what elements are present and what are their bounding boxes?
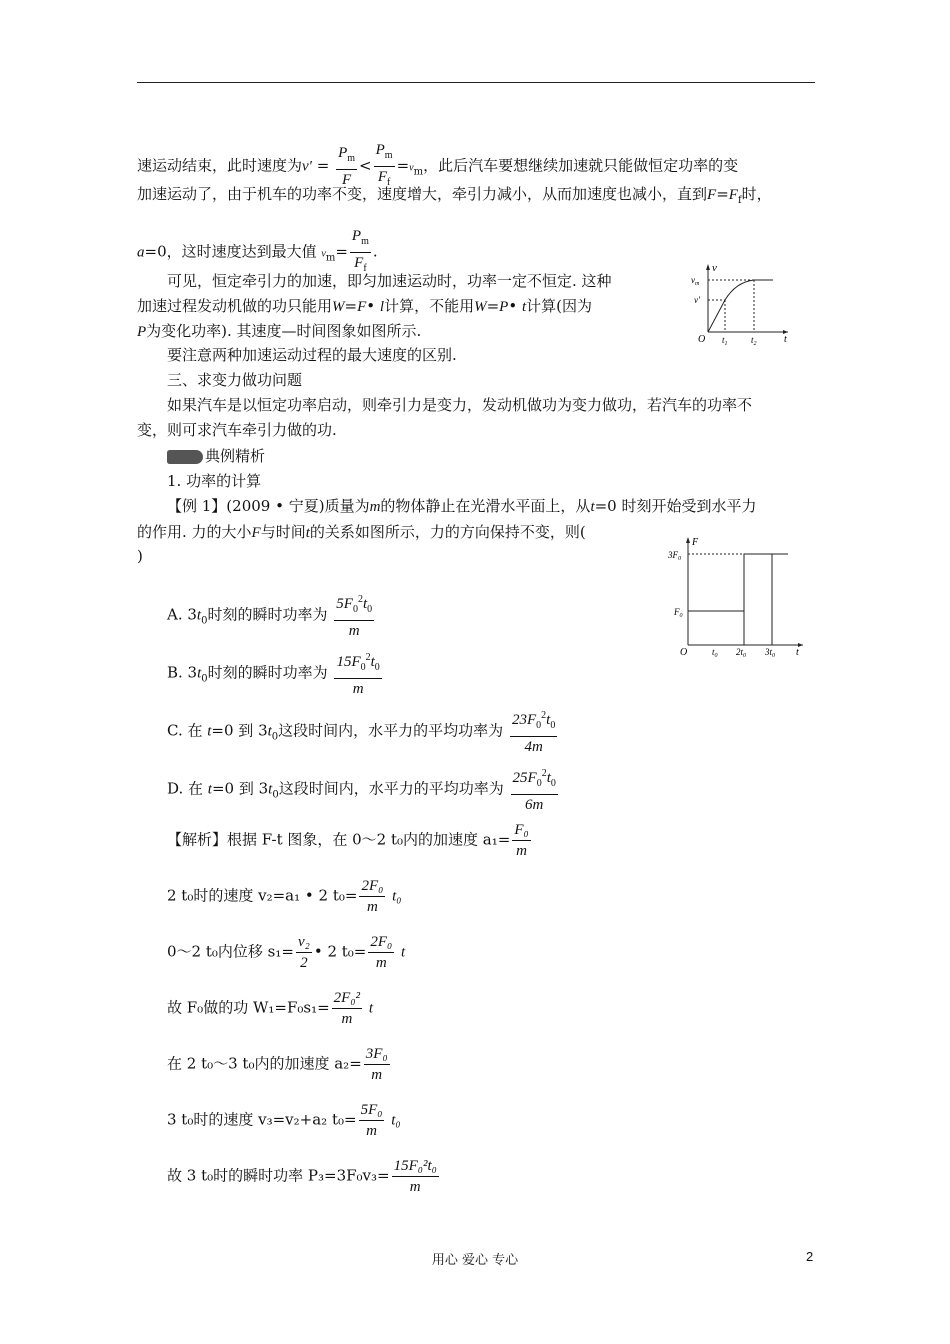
para1-line3: P为变化功率). 其速度—时间图象如图所示. <box>137 322 422 340</box>
solution-line-4: 故 F₀做的功 W₁=F₀s₁= $\frac{\text{2F₀²}}{m}$ t <box>167 990 373 1027</box>
text-line-2: 加速运动了，由于机车的功率不变，速度增大，牵引力减小，从而加速度也减小，直到$F=F_f$时， <box>137 185 772 206</box>
graph1-origin-label: O <box>698 334 706 345</box>
text-line-1: 速运动结束，此时速度为v′ = $\frac{P_m}{F}$ < $\frac{P_m}{F_f}$ $=v_m$，此后汽车要想继续加速就只能做恒定功率的变 <box>137 142 739 188</box>
example1-line1: 【例 1】(2009 • 宁夏)质量为m的物体静止在光滑水平面上，从t=0 时刻开始受到水平力 <box>167 497 757 515</box>
option-c: C. 在 t=0 到 $3t_0$这段时间内，水平力的平均功率为 $\frac{23F_0^2t_0}{4m}$ <box>167 706 559 757</box>
velocity-time-graph <box>688 260 798 345</box>
para2-line1: 如果汽车是以恒定功率启动，则牵引力是变力，发动机做功为变力做功，若汽车的功率不 <box>167 396 753 414</box>
graph1-t1-label: $t_1$ <box>722 335 728 345</box>
section-3-heading: 三、求变力做功问题 <box>167 371 303 389</box>
graph1-vprime-label: v′ <box>694 295 700 305</box>
option-d: D. 在 t=0 到 $3t_0$这段时间内，水平力的平均功率为 $\frac{25F_0^2t_0}{6m}$ <box>167 764 560 815</box>
graph2-3t0-label: $3t_0$ <box>765 647 776 659</box>
solution-line-1: 【解析】根据 F-t 图象，在 0～2 t₀内的加速度 a₁= $\frac{\text{F₀}}{m}$ <box>167 822 529 859</box>
graph2-3f0-label: $3F_0$ <box>668 550 681 562</box>
pointing-hand-icon <box>167 450 203 464</box>
graph1-vm-label: $v_m$ <box>691 275 700 287</box>
graph2-f-arrow <box>686 537 690 543</box>
option-a: A. $3t_0$时刻的瞬时功率为 $\frac{5F_0^2t_0}{m}$ <box>167 590 376 641</box>
graph2-segment1 <box>688 611 744 645</box>
graph2-t0-label: $t_0$ <box>712 647 718 659</box>
graph2-f-label: F <box>692 537 699 548</box>
subsection-1-heading: 1. 功率的计算 <box>167 472 262 490</box>
header-rule <box>137 82 815 83</box>
graph2-segment2 <box>744 554 788 645</box>
graph1-curve <box>708 280 773 332</box>
graph2-origin-label: O <box>680 647 688 658</box>
graph1-t-label: t <box>784 334 787 345</box>
graph2-t-label: t <box>796 647 799 658</box>
graph1-v-label: v <box>712 262 717 274</box>
graph1-t2-label: $t_2$ <box>751 335 757 345</box>
solution-line-2: 2 t₀时的速度 v₂=a₁ • 2 t₀= $\frac{\text{2F₀}}{m}$ t₀ <box>167 878 402 915</box>
para1-line2: 加速过程发动机做的功只能用W=F• l计算，不能用W=P• t计算(因为 <box>137 297 592 315</box>
graph2-2t0-label: $2t_0$ <box>736 647 747 659</box>
example1-line2: 的作用. 力的大小F与时间t的关系如图所示，力的方向保持不变，则( <box>137 523 586 541</box>
solution-line-7: 故 3 t₀时的瞬时功率 P₃=3F₀v₃= $\frac{\text{15F₀²t₀}}{m}$ <box>167 1158 437 1195</box>
page-footer: 用心 爱心 专心 <box>431 1253 519 1268</box>
note-line: 要注意两种加速运动过程的最大速度的区别. <box>167 346 457 364</box>
solution-line-6: 3 t₀时的速度 v₃=v₂+a₂ t₀= $\frac{\text{5F₀}}{m}$ t₀ <box>167 1102 401 1139</box>
solution-line-5: 在 2 t₀～3 t₀内的加速度 a₂= $\frac{\text{3F₀}}{m}$ <box>167 1046 388 1083</box>
example-heading: 典例精析 <box>167 446 265 466</box>
graph2-f0-label: $F_0$ <box>674 607 683 619</box>
force-time-graph <box>668 533 810 663</box>
para2-line2: 变，则可求汽车牵引力做的功. <box>137 421 337 439</box>
solution-line-3: 0～2 t₀内位移 s₁= $\frac{\text{v₂}}{2}$ • 2 t₀= $\frac{\text{2F₀}}{m}$ t <box>167 934 406 971</box>
example1-line3: ) <box>137 547 143 565</box>
option-b: B. $3t_0$时刻的瞬时功率为 $\frac{15F_0^2t_0}{m}$ <box>167 648 384 699</box>
page-number: 2 <box>806 1249 814 1264</box>
graph1-v-arrow <box>706 264 710 270</box>
para1-line1: 可见，恒定牵引力的加速，即匀加速运动时，功率一定不恒定. 这种 <box>167 272 612 290</box>
text-line-3: a=0，这时速度达到最大值 $v_m=$ $\frac{P_m}{F_f}$ . <box>137 228 378 274</box>
